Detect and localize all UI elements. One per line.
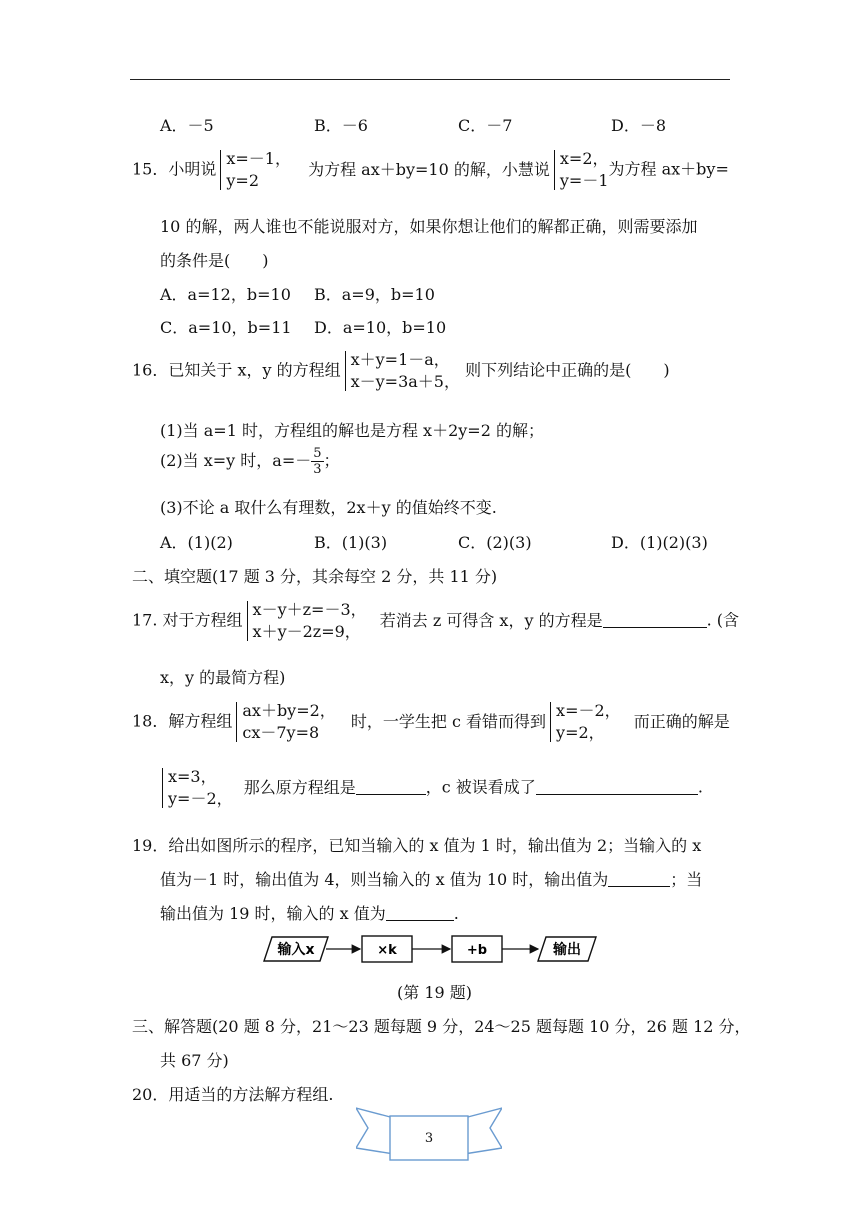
q15-line-3: 的条件是( ) bbox=[160, 251, 269, 270]
q15-text-mid: 为方程 ax＋by=10 的解，小慧说 bbox=[308, 159, 550, 179]
q14-option-d: D．－8 bbox=[611, 116, 667, 135]
input-label: 输入x bbox=[277, 942, 315, 958]
section-3-heading-line-2: 共 67 分) bbox=[160, 1051, 229, 1070]
q18-system-1: ax＋by=2， cx－7y=8 bbox=[232, 700, 335, 744]
q18-line-2: x=3， y=－2， 那么原方程组是 ，c 被误看成了 . bbox=[158, 766, 703, 810]
q16-option-b: B．(1)(3) bbox=[314, 533, 388, 552]
q14-option-b: B．－6 bbox=[314, 116, 368, 135]
q17-line-2: x，y 的最简方程) bbox=[160, 668, 286, 687]
q18-blank-1 bbox=[356, 778, 426, 795]
q19-line-3: 输出值为 19 时，输入的 x 值为 . bbox=[160, 904, 459, 923]
question-18 bbox=[132, 700, 730, 744]
question-20: 20．用适当的方法解方程组. bbox=[132, 1085, 334, 1104]
q15-option-c: C．a=10，b=11 bbox=[160, 318, 292, 337]
question-16 bbox=[132, 349, 670, 393]
q19-line-1: 19．给出如图所示的程序，已知当输入的 x 值为 1 时，输出值为 2；当输入的 x bbox=[132, 836, 702, 855]
q18-number: 18．解方程组 bbox=[132, 711, 233, 731]
q18-system-3: x=3， y=－2， bbox=[158, 766, 233, 810]
add-b-label: +b bbox=[466, 943, 488, 958]
q17-answer-blank bbox=[603, 611, 707, 628]
multiply-k-label: ×k bbox=[377, 943, 397, 958]
q16-system: x＋y=1－a， x－y=3a＋5， bbox=[341, 349, 460, 393]
q18-text-mid: 时，一学生把 c 看错而得到 bbox=[350, 711, 547, 731]
page-number: 3 bbox=[424, 1131, 434, 1146]
q15-option-b: B．a=9，b=10 bbox=[314, 285, 435, 304]
q15-line-2: 10 的解，两人谁也不能说服对方，如果你想让他们的解都正确，则需要添加 bbox=[160, 217, 698, 236]
q19-blank-1 bbox=[608, 870, 670, 887]
q15-number: 15．小明说 bbox=[132, 159, 217, 179]
question-15 bbox=[132, 148, 729, 192]
q14-option-a: A．－5 bbox=[160, 116, 214, 135]
q19-line-2: 值为－1 时，输出值为 4，则当输入的 x 值为 10 时，输出值为 ；当 bbox=[160, 870, 703, 889]
q16-text-tail: 则下列结论中正确的是( ) bbox=[465, 360, 670, 380]
q15-text-tail: 为方程 ax＋by= bbox=[608, 159, 729, 179]
q17-text-tail: 若消去 z 可得含 x，y 的方程是 bbox=[379, 610, 603, 630]
q16-statement-3: (3)不论 a 取什么有理数，2x＋y 的值始终不变. bbox=[160, 498, 497, 517]
q16-number: 16．已知关于 x，y 的方程组 bbox=[132, 360, 341, 380]
q16-option-c: C．(2)(3) bbox=[458, 533, 532, 552]
q15-system-2: x=2， y=－1 bbox=[550, 148, 609, 192]
q16-option-d: D．(1)(2)(3) bbox=[611, 533, 708, 552]
q16-statement-1: (1)当 a=1 时，方程组的解也是方程 x＋2y=2 的解； bbox=[160, 421, 544, 440]
q14-option-c: C．－7 bbox=[458, 116, 513, 135]
header-rule bbox=[130, 79, 730, 80]
q16-statement-2: (2)当 x=y 时，a=－ $\frac{5}{3}$ ； bbox=[160, 446, 340, 477]
q15-option-a: A．a=12，b=10 bbox=[160, 285, 291, 304]
q18-text-tail: 而正确的解是 bbox=[633, 711, 730, 731]
output-label: 输出 bbox=[553, 942, 581, 958]
q15-option-d: D．a=10，b=10 bbox=[314, 318, 447, 337]
q16-option-a: A．(1)(2) bbox=[160, 533, 233, 552]
q17-system: x－y＋z=－3， x＋y－2z=9， bbox=[243, 599, 367, 643]
q18-blank-2 bbox=[536, 778, 698, 795]
fraction-5-3: $\frac{5}{3}$ bbox=[313, 446, 322, 477]
q19-caption: (第 19 题) bbox=[397, 983, 473, 1002]
q18-system-2: x=－2， y=2， bbox=[546, 700, 621, 744]
section-3-heading-line-1: 三、解答题(20 题 8 分，21～23 题每题 9 分，24～25 题每题 10 分，26 题 12 分， bbox=[132, 1017, 751, 1036]
q15-system-1: x=－1， y=2 bbox=[216, 148, 291, 192]
page-number-ribbon bbox=[356, 1104, 502, 1162]
q19-flow-diagram bbox=[262, 933, 598, 965]
section-2-heading: 二、填空题(17 题 3 分，其余每空 2 分，共 11 分) bbox=[132, 567, 498, 586]
q17-number: 17. 对于方程组 bbox=[132, 610, 243, 630]
question-17: 17. 对于方程组 x－y＋z=－3， x＋y－2z=9， 若消去 z 可得含 x，y 的方程是 . (含 bbox=[132, 600, 739, 641]
q19-blank-2 bbox=[386, 904, 454, 921]
